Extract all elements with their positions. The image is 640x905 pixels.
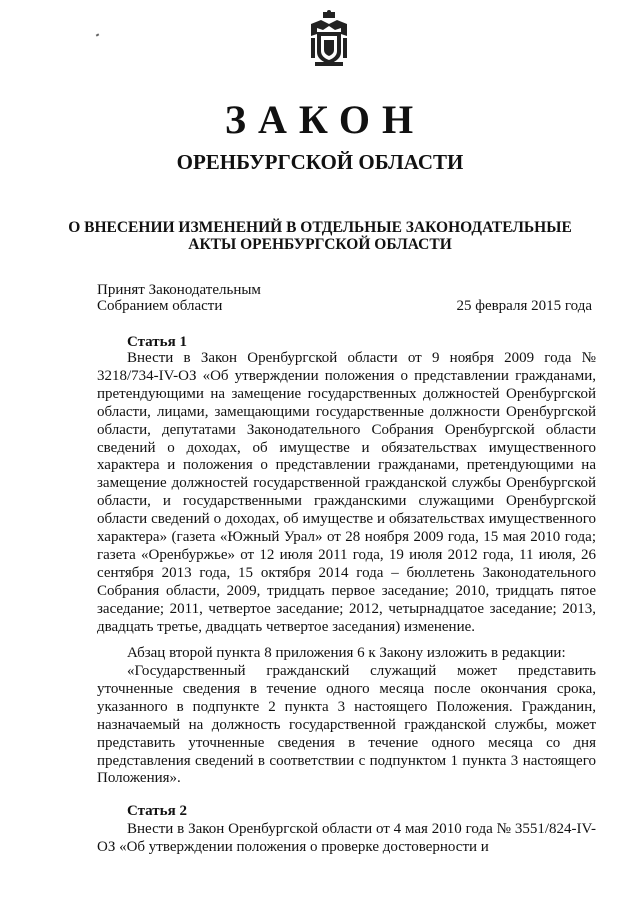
scan-mark xyxy=(96,33,100,36)
region-name: ОРЕНБУРГСКОЙ ОБЛАСТИ xyxy=(176,150,464,174)
article1-paragraph1: Внести в Закон Оренбургской области от 9 ноября 2009 года № 3218/734-IV-ОЗ «Об утверждении положения о представлении гражданами, претендующими на замещение государственных должностей Оренбургской области, лицами, замещающими государственные должности Оренбургской области, депутатами Законодательного Собрания Оренбургской области сведений о доходах, об имуществе и обязательствах имущественного характера и положения о представлении гражданами, претендующими на замещение должностей государственной гражданской службы Оренбургской области, и государственными гражданскими служащими Оренбургской области сведений о доходах, об имуществе и обязательствах имущественного характера» (газета «Южный Урал» от 28 ноября 2009 года, 15 мая 2010 года; газета «Оренбуржье» от 12 июля 2011 года, 19 июля 2012 года, 11 июля, 26 сентября 2013 года, 15 октября 2014 года – бюллетень Законодательного Собрания области, 2009, тридцать первое заседание; 2010, тридцать пятое заседание; 2011, четвертое заседание; 2012, четырнадцатое заседание; 2013, двадцать третье, двадцать четвертое заседания) изменение. xyxy=(97,350,596,635)
article1-paragraph3: «Государственный гражданский служащий может представить уточненные сведения в течение одного месяца после окончания срока, указанного в подпункте 2 пункта 3 настоящего Положения. Гражданин, назначаемый на должность государственной гражданской службы, может представить уточненные сведения в течение одного месяца со дня представления сведений в соответствии с подпунктом 1 пункта 3 настоящего Положения». xyxy=(97,663,596,787)
law-subtitle-line1: О ВНЕСЕНИИ ИЗМЕНЕНИЙ В ОТДЕЛЬНЫЕ ЗАКОНОДАТЕЛЬНЫЕ xyxy=(68,219,572,236)
article2-heading: Статья 2 xyxy=(127,803,187,819)
coat-of-arms-icon xyxy=(307,10,351,68)
article1-paragraph2: Абзац второй пункта 8 приложения 6 к Закону изложить в редакции: xyxy=(127,645,566,661)
article2-paragraph1: Внести в Закон Оренбургской области от 4 мая 2010 года № 3551/824-IV-ОЗ «Об утверждении положения о проверке достоверности и xyxy=(97,821,596,855)
document-title: ЗАКОН xyxy=(224,97,426,142)
adoption-date: 25 февраля 2015 года xyxy=(456,298,592,314)
law-subtitle-line2: АКТЫ ОРЕНБУРГСКОЙ ОБЛАСТИ xyxy=(188,236,452,253)
article1-heading: Статья 1 xyxy=(127,334,187,350)
adoption-line2: Собранием области xyxy=(97,298,223,314)
adoption-line1: Принят Законодательным xyxy=(97,282,261,298)
